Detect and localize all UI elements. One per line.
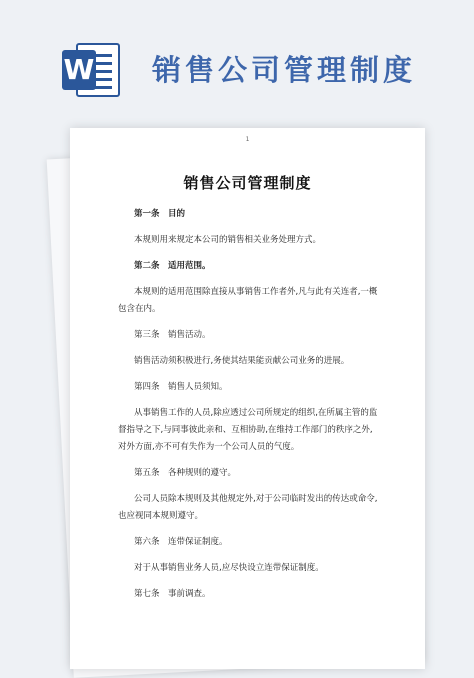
document-title: 销售公司管理制度 — [183, 174, 312, 192]
body-paragraph: 第四条 销售人员须知。 — [134, 382, 228, 392]
body-paragraph: 第六条 连带保证制度。 — [134, 537, 228, 547]
body-paragraph: 本规则的适用范围除直接从事销售工作者外,凡与此有关连者,一概包含在内。 — [118, 287, 378, 314]
header-banner — [0, 0, 474, 120]
word-icon — [62, 40, 122, 100]
document-body — [118, 206, 378, 612]
section-heading: 第二条 适用范围。 — [134, 261, 211, 271]
body-paragraph: 第五条 各种规则的遵守。 — [134, 468, 237, 478]
body-paragraph: 销售活动须积极进行,务使其结果能贡献公司业务的进展。 — [134, 356, 350, 366]
page-number: 1 — [245, 136, 250, 143]
body-paragraph: 第三条 销售活动。 — [134, 330, 211, 340]
body-paragraph: 从事销售工作的人员,除应透过公司所规定的组织,在所属主管的监督指导之下,与同事彼此亲和、互相协助,在维持工作部门的秩序之外,对外方面,亦不可有失作为一个公司人员的气度。 — [118, 408, 378, 452]
banner-title: 销售公司管理制度 — [152, 53, 417, 87]
body-paragraph: 对于从事销售业务人员,应尽快设立连带保证制度。 — [134, 563, 324, 573]
body-paragraph: 本规则用来规定本公司的销售相关业务处理方式。 — [134, 235, 322, 245]
document-page — [70, 128, 425, 669]
body-paragraph: 公司人员除本规则及其他规定外,对于公司临时发出的传达或命令,也应视同本规则遵守。 — [118, 494, 378, 521]
word-icon-badge: W — [62, 50, 96, 90]
section-heading: 第一条 目的 — [134, 209, 186, 219]
body-paragraph: 第七条 事前调查。 — [134, 589, 211, 599]
